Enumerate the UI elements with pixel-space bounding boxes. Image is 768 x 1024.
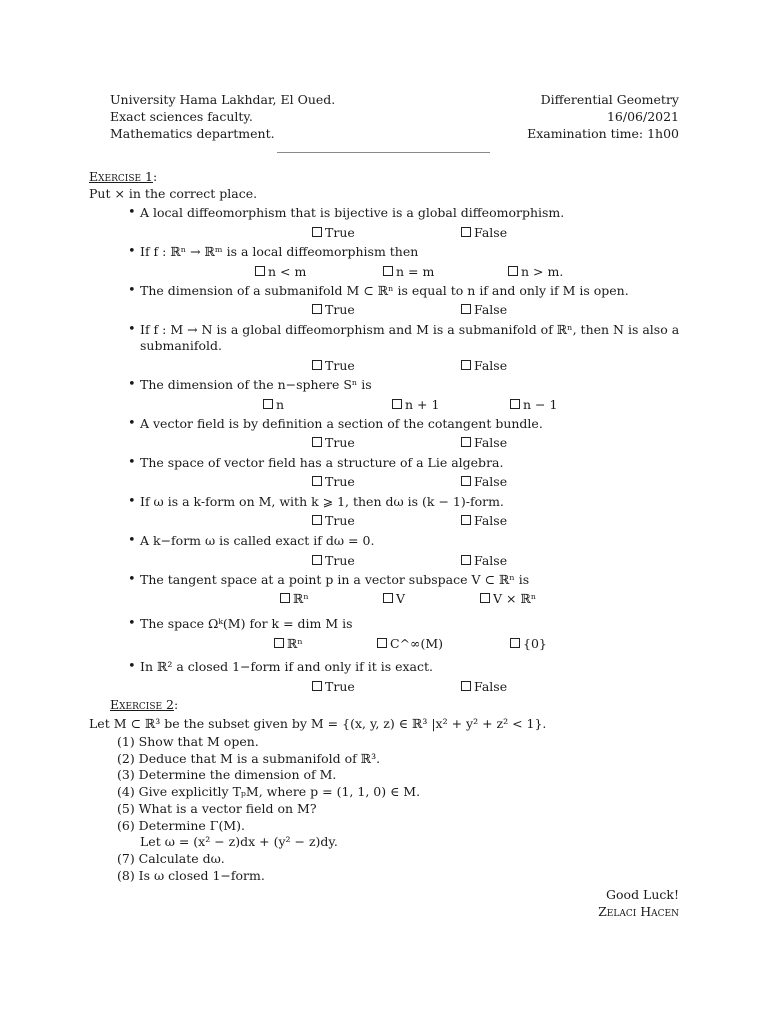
q2-option-2[interactable]: n = m	[383, 264, 434, 280]
q2-option-1[interactable]: n < m	[255, 264, 306, 280]
question-7: • The space of vector field has a structure of a Lie algebra.	[140, 455, 503, 471]
q6-option-false[interactable]: False	[461, 435, 507, 451]
exercise2-item: (5) What is a vector field on M?	[117, 801, 317, 816]
q5-option-2[interactable]: n + 1	[392, 397, 439, 413]
checkbox-icon	[461, 555, 471, 565]
q11-option-2[interactable]: C^∞(M)	[377, 636, 443, 652]
exercise1-heading	[89, 169, 157, 185]
q12-option-true[interactable]: True	[312, 679, 355, 695]
question-8: • If ω is a k-form on M, with k ⩾ 1, then dω is (k − 1)-form.	[140, 494, 504, 510]
q7-option-false[interactable]: False	[461, 474, 507, 490]
question-6: • A vector field is by definition a section of the cotangent bundle.	[140, 416, 543, 432]
question-2: • If f : ℝⁿ → ℝᵐ is a local diffeomorphism then	[140, 244, 418, 260]
q6-option-true[interactable]: True	[312, 435, 355, 451]
checkbox-icon	[312, 555, 322, 565]
question-4: • If f : M → N is a global diffeomorphism and M is a submanifold of ℝⁿ, then N is also a submanifold.	[140, 322, 680, 354]
q1-option-true[interactable]: True	[312, 225, 355, 241]
question-9: • A k−form ω is called exact if dω = 0.	[140, 533, 374, 549]
q3-option-false[interactable]: False	[461, 302, 507, 318]
q8-option-false[interactable]: False	[461, 513, 507, 529]
checkbox-icon	[480, 593, 490, 603]
checkbox-icon	[510, 638, 520, 648]
q4-option-false[interactable]: False	[461, 358, 507, 374]
exercise2-colon: :	[173, 697, 179, 712]
question-11: • The space Ωᵏ(M) for k = dim M is	[140, 616, 353, 632]
checkbox-icon	[461, 681, 471, 691]
checkbox-icon	[461, 515, 471, 525]
author-name: Zelaci Hacen	[598, 904, 679, 919]
q10-option-1[interactable]: ℝⁿ	[280, 591, 309, 607]
exercise1-title: Exercise 1	[89, 169, 153, 184]
exercise2-item: (4) Give explicitly TₚM, where p = (1, 1, 0) ∈ M.	[117, 784, 421, 799]
checkbox-icon	[263, 399, 273, 409]
question-1: • A local diffeomorphism that is bijective is a global diffeomorphism.	[140, 205, 564, 221]
checkbox-icon	[312, 227, 322, 237]
checkbox-icon	[461, 360, 471, 370]
q12-option-false[interactable]: False	[461, 679, 507, 695]
checkbox-icon	[274, 638, 284, 648]
checkbox-icon	[255, 266, 265, 276]
good-luck: Good Luck!	[606, 887, 679, 902]
question-5: • The dimension of the n−sphere Sⁿ is	[140, 377, 372, 393]
question-10: • The tangent space at a point p in a vector subspace V ⊂ ℝⁿ is	[140, 572, 529, 588]
exercise2-item: (8) Is ω closed 1−form.	[117, 868, 265, 883]
exercise2-item: Let ω = (x² − z)dx + (y² − z)dy.	[140, 834, 338, 849]
checkbox-icon	[461, 304, 471, 314]
q4-option-true[interactable]: True	[312, 358, 355, 374]
q10-option-2[interactable]: V	[383, 591, 405, 607]
q2-option-3[interactable]: n > m.	[508, 264, 563, 280]
checkbox-icon	[312, 360, 322, 370]
exercise2-item: (3) Determine the dimension of M.	[117, 767, 337, 782]
exercise2-item: (7) Calculate dω.	[117, 851, 225, 866]
exercise1-instruction: Put × in the correct place.	[89, 186, 258, 201]
question-3: • The dimension of a submanifold M ⊂ ℝⁿ is equal to n if and only if M is open.	[140, 283, 629, 299]
header-divider	[277, 152, 490, 153]
q11-option-1[interactable]: ℝⁿ	[274, 636, 303, 652]
faculty-line: Exact sciences faculty.	[110, 109, 253, 124]
exercise2-heading	[110, 697, 178, 713]
checkbox-icon	[280, 593, 290, 603]
checkbox-icon	[510, 399, 520, 409]
exercise1-colon: :	[152, 169, 158, 184]
checkbox-icon	[377, 638, 387, 648]
checkbox-icon	[383, 266, 393, 276]
q7-option-true[interactable]: True	[312, 474, 355, 490]
question-12: • In ℝ² a closed 1−form if and only if it is exact.	[140, 659, 433, 675]
exercise2-intro: Let M ⊂ ℝ³ be the subset given by M = {(x, y, z) ∈ ℝ³ |x² + y² + z² < 1}.	[89, 716, 547, 731]
checkbox-icon	[461, 476, 471, 486]
checkbox-icon	[383, 593, 393, 603]
checkbox-icon	[312, 515, 322, 525]
exercise2-item: (6) Determine Γ(M).	[117, 818, 245, 833]
checkbox-icon	[508, 266, 518, 276]
q1-option-false[interactable]: False	[461, 225, 507, 241]
exam-date: 16/06/2021	[606, 109, 679, 124]
institution-line: University Hama Lakhdar, El Oued.	[110, 92, 336, 107]
q5-option-3[interactable]: n − 1	[510, 397, 557, 413]
checkbox-icon	[312, 681, 322, 691]
checkbox-icon	[461, 227, 471, 237]
q11-option-3[interactable]: {0}	[510, 636, 547, 652]
exercise2-item: (1) Show that M open.	[117, 734, 259, 749]
q9-option-false[interactable]: False	[461, 553, 507, 569]
q9-option-true[interactable]: True	[312, 553, 355, 569]
checkbox-icon	[312, 304, 322, 314]
exercise2-item: (2) Deduce that M is a submanifold of ℝ³.	[117, 751, 381, 766]
exercise2-title: Exercise 2	[110, 697, 174, 712]
checkbox-icon	[392, 399, 402, 409]
checkbox-icon	[312, 437, 322, 447]
q3-option-true[interactable]: True	[312, 302, 355, 318]
q8-option-true[interactable]: True	[312, 513, 355, 529]
q10-option-3[interactable]: V × ℝⁿ	[480, 591, 536, 607]
department-line: Mathematics department.	[110, 126, 275, 141]
q5-option-1[interactable]: n	[263, 397, 284, 413]
exam-duration: Examination time: 1h00	[527, 126, 679, 141]
checkbox-icon	[461, 437, 471, 447]
checkbox-icon	[312, 476, 322, 486]
course-title: Differential Geometry	[540, 92, 679, 107]
